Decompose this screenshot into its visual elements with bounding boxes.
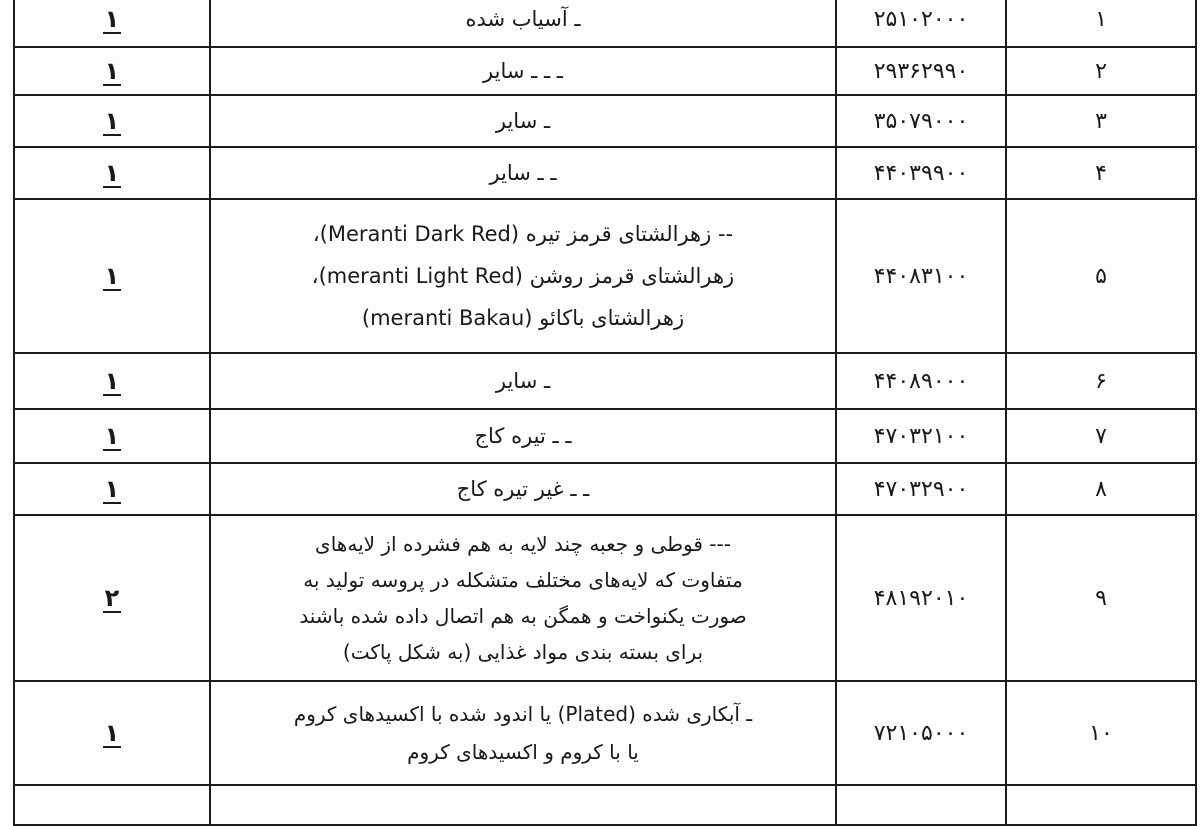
group-cell: [14, 785, 210, 825]
table-row: [14, 47, 1196, 95]
table-row: [14, 515, 1196, 681]
description-cell: ـ ـ سایر: [210, 147, 836, 199]
table-row: [14, 463, 1196, 515]
group-cell: ۱: [14, 47, 210, 95]
row-number-cell: ۸: [1006, 463, 1196, 515]
tariff-table: [13, 0, 1197, 826]
code-cell: ۴۸۱۹۲۰۱۰: [836, 515, 1006, 681]
group-cell: ۱: [14, 147, 210, 199]
table-row: [14, 409, 1196, 463]
table-row-partial: [14, 785, 1196, 825]
table-row: [14, 681, 1196, 785]
group-cell: ۱: [14, 681, 210, 785]
group-cell: ۱: [14, 95, 210, 147]
row-number-cell: ۶: [1006, 353, 1196, 409]
row-number-cell: ۹: [1006, 515, 1196, 681]
table-row: [14, 147, 1196, 199]
row-number-cell: ۷: [1006, 409, 1196, 463]
table-row: [14, 95, 1196, 147]
description-cell: ـ آسیاب شده: [210, 0, 836, 47]
row-number-cell: ۲: [1006, 47, 1196, 95]
group-cell: ۱: [14, 409, 210, 463]
code-cell: ۲۵۱۰۲۰۰۰: [836, 0, 1006, 47]
row-number-cell: ۵: [1006, 199, 1196, 353]
description-cell: --- قوطی و جعبه چند لایه به هم فشرده از لایه‌های متفاوت که لایه‌های مختلف متشکله در پروسه تولید به صورت یکنواخت و همگن به هم اتصال داده شده باشند برای بسته بندی مواد غذایی (به شکل پاکت): [210, 515, 836, 681]
description-cell: ـ سایر: [210, 353, 836, 409]
row-number-cell: ۳: [1006, 95, 1196, 147]
description-cell: ـ ـ غیر تیره کاج: [210, 463, 836, 515]
description-cell: [210, 785, 836, 825]
group-cell: ۲: [14, 515, 210, 681]
group-cell: ۱: [14, 199, 210, 353]
table-row: [14, 199, 1196, 353]
code-cell: ۲۹۳۶۲۹۹۰: [836, 47, 1006, 95]
code-cell: ۴۴۰۸۹۰۰۰: [836, 353, 1006, 409]
row-number-cell: ۱۰: [1006, 681, 1196, 785]
description-cell: ـ آبکاری شده (Plated) یا اندود شده با اکسیدهای کروم یا با کروم و اکسیدهای کروم: [210, 681, 836, 785]
group-cell: ۱: [14, 353, 210, 409]
row-number-cell: ۴: [1006, 147, 1196, 199]
code-cell: ۴۷۰۳۲۹۰۰: [836, 463, 1006, 515]
code-cell: ۴۴۰۸۳۱۰۰: [836, 199, 1006, 353]
row-number-cell: ۱: [1006, 0, 1196, 47]
description-cell: -- زهرالشتای قرمز تیره (Meranti Dark Red)، زهرالشتای قرمز روشن (meranti Light Red)، زهرالشتای باکائو (meranti Bakau): [210, 199, 836, 353]
description-cell: ـ سایر: [210, 95, 836, 147]
table-row: [14, 0, 1196, 47]
description-cell: ـ ـ تیره کاج: [210, 409, 836, 463]
code-cell: [836, 785, 1006, 825]
group-cell: ۱: [14, 463, 210, 515]
group-cell: ۱: [14, 0, 210, 47]
description-cell: ـ ـ ـ سایر: [210, 47, 836, 95]
code-cell: ۴۷۰۳۲۱۰۰: [836, 409, 1006, 463]
row-number-cell: [1006, 785, 1196, 825]
code-cell: ۴۴۰۳۹۹۰۰: [836, 147, 1006, 199]
code-cell: ۷۲۱۰۵۰۰۰: [836, 681, 1006, 785]
code-cell: ۳۵۰۷۹۰۰۰: [836, 95, 1006, 147]
table-row: [14, 353, 1196, 409]
